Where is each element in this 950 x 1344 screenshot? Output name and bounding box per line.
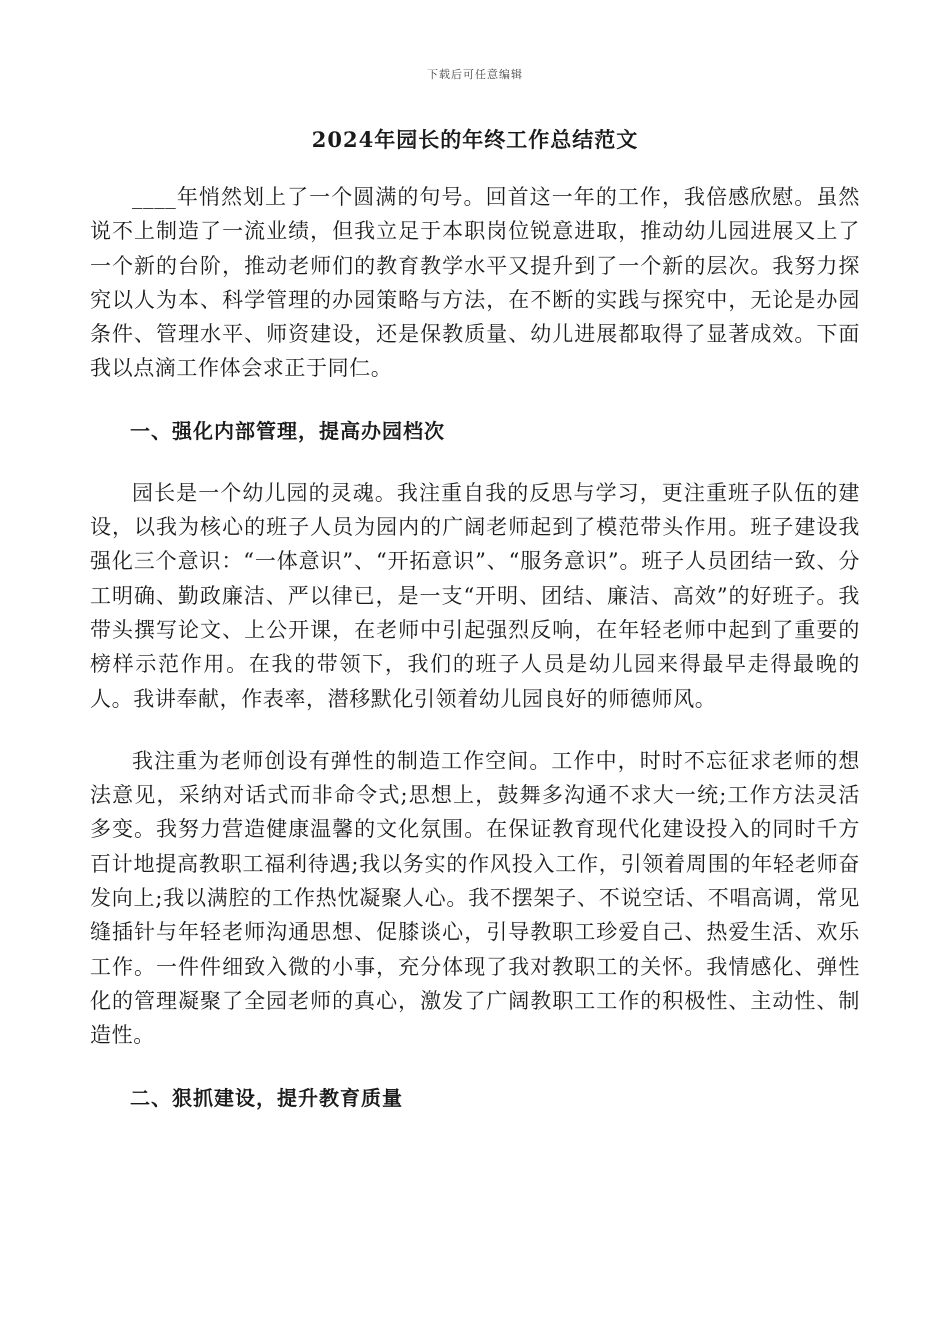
section-1-paragraph-1: 园长是一个幼儿园的灵魂。我注重自我的反思与学习，更注重班子队伍的建设，以我为核心的班子人员为园内的广阔老师起到了模范带头作用。班子建设我强化三个意识：“一体意识”、“开拓意识”、“服务意识”。班子人员团结一致、分工明确、勤政廉洁、严以律已，是一支“开明、团结、廉洁、高效”的好班子。我带头撰写论文、上公开课，在老师中引起强烈反响，在年轻老师中起到了重要的榜样示范作用。在我的带领下，我们的班子人员是幼儿园来得最早走得最晚的人。我讲奉献，作表率，潜移默化引领着幼儿园良好的师德师风。 [90, 480, 860, 711]
intro-paragraph: ____年悄然划上了一个圆满的句号。回首这一年的工作，我倍感欣慰。虽然说不上制造了一流业绩，但我立足于本职岗位锐意进取，推动幼儿园进展又上了一个新的台阶，推动老师们的教育教学水平又提升到了一个新的层次。我努力探究以人为本、科学管理的办园策略与方法，在不断的实践与探究中，无论是办园条件、管理水平、师资建设，还是保教质量、幼儿进展都取得了显著成效。下面我以点滴工作体会求正于同仁。 [90, 185, 860, 381]
section-2-heading: 二、狠抓建设，提升教育质量 [130, 1085, 403, 1110]
section-1-paragraph-2: 我注重为老师创设有弹性的制造工作空间。工作中，时时不忘征求老师的想法意见，采纳对话式而非命令式;思想上，鼓舞多沟通不求大一统;工作方法灵活多变。我努力营造健康温馨的文化氛围。在保证教育现代化建设投入的同时千方百计地提高教职工福利待遇;我以务实的作风投入工作，引领着周围的年轻老师奋发向上;我以满腔的工作热忱凝聚人心。我不摆架子、不说空话、不唱高调，常见缝插针与年轻老师沟通思想、促膝谈心，引导教职工珍爱自己、热爱生活、欢乐工作。一件件细致入微的小事，充分体现了我对教职工的关怀。我情感化、弹性化的管理凝聚了全园老师的真心，激发了广阔教职工工作的积极性、主动性、制造性。 [90, 748, 860, 1048]
section-1-heading: 一、强化内部管理，提高办园档次 [130, 418, 445, 443]
download-watermark: 下载后可任意编辑 [427, 68, 523, 81]
document-title: 2024年园长的年终工作总结范文 [311, 127, 639, 152]
document-body [90, 180, 860, 1115]
